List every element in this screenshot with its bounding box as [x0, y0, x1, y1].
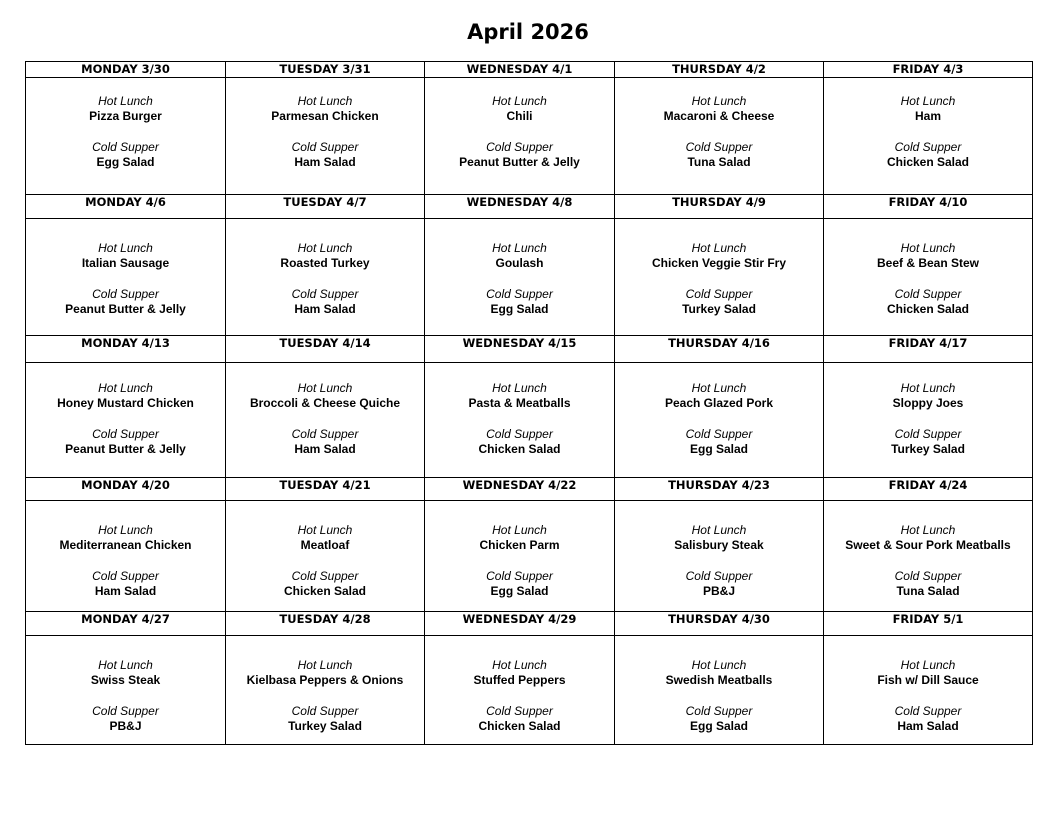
- hot-lunch-label: Hot Lunch: [691, 94, 747, 108]
- hot-lunch-label: Hot Lunch: [297, 94, 353, 108]
- day-meal-cell: [425, 78, 615, 195]
- hot-lunch-dish: Kielbasa Peppers & Onions: [246, 673, 404, 687]
- week-day-header-row: [26, 478, 1033, 501]
- hot-lunch-dish: Beef & Bean Stew: [876, 256, 980, 270]
- page-title: April 2026: [467, 20, 589, 44]
- cold-supper-dish: Chicken Salad: [886, 302, 970, 316]
- day-header: WEDNESDAY 4/22: [425, 478, 615, 501]
- day-header: FRIDAY 5/1: [824, 612, 1033, 636]
- cold-supper-dish: Ham Salad: [294, 155, 356, 169]
- hot-lunch-dish: Salisbury Steak: [674, 538, 764, 552]
- hot-lunch-dish: Ham: [914, 109, 941, 123]
- hot-lunch-dish: Pizza Burger: [89, 109, 162, 123]
- day-meal-cell: [226, 501, 425, 612]
- day-header: WEDNESDAY 4/29: [425, 612, 615, 636]
- cold-supper-label: Cold Supper: [894, 287, 962, 301]
- hot-lunch-label: Hot Lunch: [492, 523, 547, 537]
- hot-lunch-label: Hot Lunch: [492, 658, 547, 672]
- hot-lunch-label: Hot Lunch: [691, 658, 747, 672]
- day-header: MONDAY 4/13: [26, 336, 226, 363]
- hot-lunch-label: Hot Lunch: [98, 658, 153, 672]
- week-day-header-row: [26, 612, 1033, 636]
- cold-supper-dish: Egg Salad: [689, 442, 748, 456]
- cold-supper-dish: Ham Salad: [294, 302, 356, 316]
- hot-lunch-dish: Peach Glazed Pork: [664, 396, 774, 410]
- cold-supper-dish: Turkey Salad: [682, 302, 756, 316]
- cold-supper-label: Cold Supper: [291, 704, 359, 718]
- hot-lunch-dish: Pasta & Meatballs: [468, 396, 571, 410]
- hot-lunch-dish: Italian Sausage: [81, 256, 170, 270]
- hot-lunch-dish: Macaroni & Cheese: [663, 109, 775, 123]
- cold-supper-label: Cold Supper: [685, 569, 753, 583]
- day-header: THURSDAY 4/30: [615, 612, 824, 636]
- cold-supper-dish: Egg Salad: [490, 302, 549, 316]
- day-header: FRIDAY 4/10: [824, 195, 1033, 219]
- hot-lunch-dish: Sloppy Joes: [892, 396, 964, 410]
- hot-lunch-dish: Chicken Parm: [479, 538, 560, 552]
- day-meal-cell: [26, 78, 226, 195]
- hot-lunch-label: Hot Lunch: [98, 241, 153, 255]
- cold-supper-dish: Turkey Salad: [891, 442, 965, 456]
- day-meal-cell: [226, 78, 425, 195]
- day-meal-cell: [615, 363, 824, 478]
- hot-lunch-label: Hot Lunch: [98, 523, 153, 537]
- day-meal-cell: [824, 363, 1033, 478]
- hot-lunch-label: Hot Lunch: [900, 381, 956, 395]
- day-header: MONDAY 3/30: [26, 62, 226, 78]
- cold-supper-label: Cold Supper: [92, 140, 159, 154]
- cold-supper-dish: Chicken Salad: [283, 584, 367, 598]
- hot-lunch-label: Hot Lunch: [900, 658, 956, 672]
- cold-supper-label: Cold Supper: [894, 140, 962, 154]
- cold-supper-label: Cold Supper: [894, 427, 962, 441]
- hot-lunch-dish: Stuffed Peppers: [473, 673, 566, 687]
- hot-lunch-label: Hot Lunch: [297, 523, 353, 537]
- day-header: TUESDAY 3/31: [226, 62, 425, 78]
- cold-supper-dish: Egg Salad: [96, 155, 155, 169]
- hot-lunch-label: Hot Lunch: [297, 658, 353, 672]
- hot-lunch-label: Hot Lunch: [691, 523, 747, 537]
- day-meal-cell: [26, 501, 226, 612]
- hot-lunch-label: Hot Lunch: [900, 94, 956, 108]
- cold-supper-label: Cold Supper: [291, 140, 359, 154]
- week-day-header-row: [26, 195, 1033, 219]
- day-meal-cell: [425, 219, 615, 336]
- cold-supper-label: Cold Supper: [486, 704, 553, 718]
- cold-supper-dish: Tuna Salad: [687, 155, 751, 169]
- day-meal-cell: [615, 219, 824, 336]
- cold-supper-label: Cold Supper: [486, 427, 553, 441]
- cold-supper-label: Cold Supper: [486, 140, 553, 154]
- cold-supper-label: Cold Supper: [92, 427, 159, 441]
- day-header: WEDNESDAY 4/15: [425, 336, 615, 363]
- week-day-header-row: [26, 62, 1033, 78]
- day-header: THURSDAY 4/2: [615, 62, 824, 78]
- cold-supper-label: Cold Supper: [685, 287, 753, 301]
- day-header: WEDNESDAY 4/8: [425, 195, 615, 219]
- cold-supper-dish: Peanut Butter & Jelly: [459, 155, 580, 169]
- day-meal-cell: [26, 363, 226, 478]
- hot-lunch-label: Hot Lunch: [98, 381, 153, 395]
- cold-supper-label: Cold Supper: [894, 704, 962, 718]
- week-meal-row: [26, 219, 1033, 336]
- cold-supper-label: Cold Supper: [685, 140, 753, 154]
- day-meal-cell: [824, 501, 1033, 612]
- day-meal-cell: [824, 78, 1033, 195]
- cold-supper-dish: Chicken Salad: [478, 442, 561, 456]
- cold-supper-label: Cold Supper: [486, 569, 553, 583]
- cold-supper-dish: Chicken Salad: [886, 155, 970, 169]
- hot-lunch-dish: Chili: [506, 109, 533, 123]
- day-header: THURSDAY 4/16: [615, 336, 824, 363]
- hot-lunch-dish: Swiss Steak: [90, 673, 161, 687]
- cold-supper-label: Cold Supper: [92, 704, 159, 718]
- cold-supper-label: Cold Supper: [486, 287, 553, 301]
- cold-supper-label: Cold Supper: [291, 427, 359, 441]
- day-meal-cell: [226, 636, 425, 745]
- hot-lunch-dish: Meatloaf: [300, 538, 350, 552]
- day-header: FRIDAY 4/3: [824, 62, 1033, 78]
- hot-lunch-label: Hot Lunch: [691, 381, 747, 395]
- hot-lunch-label: Hot Lunch: [492, 241, 547, 255]
- cold-supper-dish: Tuna Salad: [896, 584, 960, 598]
- hot-lunch-label: Hot Lunch: [691, 241, 747, 255]
- cold-supper-dish: Egg Salad: [689, 719, 748, 733]
- cold-supper-dish: Chicken Salad: [478, 719, 561, 733]
- week-day-header-row: [26, 336, 1033, 363]
- week-meal-row: [26, 78, 1033, 195]
- hot-lunch-dish: Goulash: [495, 256, 544, 270]
- day-meal-cell: [615, 78, 824, 195]
- hot-lunch-dish: Parmesan Chicken: [271, 109, 379, 123]
- hot-lunch-label: Hot Lunch: [297, 241, 353, 255]
- cold-supper-dish: PB&J: [109, 719, 142, 733]
- cold-supper-label: Cold Supper: [685, 427, 753, 441]
- day-header: MONDAY 4/27: [26, 612, 226, 636]
- week-meal-row: [26, 363, 1033, 478]
- hot-lunch-label: Hot Lunch: [297, 381, 353, 395]
- hot-lunch-dish: Fish w/ Dill Sauce: [877, 673, 979, 687]
- cold-supper-label: Cold Supper: [291, 569, 359, 583]
- hot-lunch-dish: Roasted Turkey: [280, 256, 370, 270]
- day-meal-cell: [425, 636, 615, 745]
- hot-lunch-dish: Mediterranean Chicken: [59, 538, 192, 552]
- day-header: MONDAY 4/6: [26, 195, 226, 219]
- hot-lunch-dish: Swedish Meatballs: [665, 673, 773, 687]
- day-meal-cell: [425, 363, 615, 478]
- hot-lunch-label: Hot Lunch: [492, 381, 547, 395]
- day-header: FRIDAY 4/17: [824, 336, 1033, 363]
- cold-supper-dish: Ham Salad: [94, 584, 157, 598]
- day-header: TUESDAY 4/21: [226, 478, 425, 501]
- hot-lunch-dish: Chicken Veggie Stir Fry: [651, 256, 787, 270]
- day-header: MONDAY 4/20: [26, 478, 226, 501]
- cold-supper-label: Cold Supper: [685, 704, 753, 718]
- day-header: WEDNESDAY 4/1: [425, 62, 615, 78]
- cold-supper-dish: Ham Salad: [897, 719, 959, 733]
- day-header: TUESDAY 4/7: [226, 195, 425, 219]
- cold-supper-label: Cold Supper: [291, 287, 359, 301]
- cold-supper-label: Cold Supper: [92, 287, 159, 301]
- cold-supper-dish: Egg Salad: [490, 584, 549, 598]
- day-meal-cell: [824, 219, 1033, 336]
- cold-supper-dish: PB&J: [702, 584, 735, 598]
- cold-supper-label: Cold Supper: [92, 569, 159, 583]
- day-meal-cell: [226, 219, 425, 336]
- day-header: TUESDAY 4/14: [226, 336, 425, 363]
- day-meal-cell: [615, 501, 824, 612]
- menu-calendar: [25, 61, 1033, 745]
- hot-lunch-label: Hot Lunch: [900, 241, 956, 255]
- hot-lunch-dish: Broccoli & Cheese Quiche: [249, 396, 401, 410]
- hot-lunch-dish: Sweet & Sour Pork Meatballs: [845, 538, 1011, 552]
- day-header: TUESDAY 4/28: [226, 612, 425, 636]
- day-meal-cell: [26, 219, 226, 336]
- cold-supper-dish: Peanut Butter & Jelly: [65, 302, 186, 316]
- day-meal-cell: [226, 363, 425, 478]
- cold-supper-dish: Peanut Butter & Jelly: [65, 442, 186, 456]
- week-meal-row: [26, 636, 1033, 745]
- day-meal-cell: [26, 636, 226, 745]
- day-header: THURSDAY 4/9: [615, 195, 824, 219]
- day-header: FRIDAY 4/24: [824, 478, 1033, 501]
- hot-lunch-label: Hot Lunch: [98, 94, 153, 108]
- cold-supper-label: Cold Supper: [894, 569, 962, 583]
- cold-supper-dish: Turkey Salad: [288, 719, 362, 733]
- day-meal-cell: [425, 501, 615, 612]
- hot-lunch-dish: Honey Mustard Chicken: [57, 396, 194, 410]
- week-meal-row: [26, 501, 1033, 612]
- day-meal-cell: [824, 636, 1033, 745]
- hot-lunch-label: Hot Lunch: [492, 94, 547, 108]
- day-header: THURSDAY 4/23: [615, 478, 824, 501]
- hot-lunch-label: Hot Lunch: [900, 523, 956, 537]
- cold-supper-dish: Ham Salad: [294, 442, 356, 456]
- day-meal-cell: [615, 636, 824, 745]
